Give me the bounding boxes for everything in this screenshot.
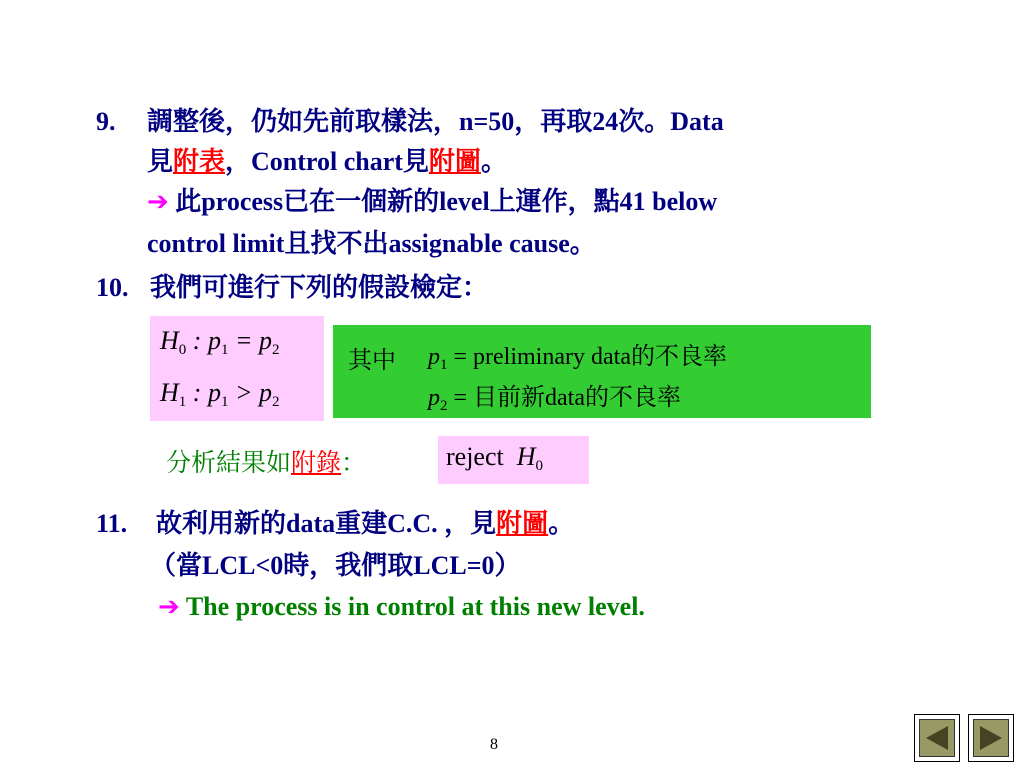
analysis-label: 分析結果如	[166, 450, 292, 477]
item-9-line-3	[147, 187, 717, 217]
new-chart-figure-link[interactable]: 附圖	[496, 509, 549, 538]
item-11-line-1-post: 。	[548, 509, 575, 538]
item-11-line-1	[156, 509, 574, 539]
appendix-table-link[interactable]: 附表	[173, 147, 226, 176]
alternative-hypothesis: $H_1$ : $p_1 > p_2$	[160, 378, 280, 410]
null-hypothesis: $H_0$ : $p_1 = p_2$	[160, 326, 280, 358]
next-slide-button[interactable]	[968, 714, 1014, 762]
analysis-colon: ：	[341, 450, 367, 477]
analysis-line	[166, 449, 366, 479]
appendix-link[interactable]: 附錄	[291, 450, 342, 477]
p2-definition: $p_2$ = 目前新data的不良率	[428, 385, 682, 414]
previous-button-face	[919, 719, 955, 757]
item-11-line-1-text: 故利用新的data重建C.C. ，見	[156, 509, 497, 538]
item-9-line-2-mid: ，Control chart見	[225, 147, 429, 176]
item-9-number: 9.	[96, 107, 116, 136]
item-11-number: 11.	[96, 509, 128, 538]
left-triangle-icon	[920, 720, 954, 756]
item-10-text: 我們可進行下列的假設檢定：	[150, 273, 489, 302]
next-button-face	[973, 719, 1009, 757]
right-arrow-icon: ➔	[147, 187, 169, 217]
item-9-line-2-pre: 見	[147, 147, 174, 176]
item-11-line-3	[158, 592, 645, 622]
item-9-line-2	[147, 147, 507, 177]
item-9-line-1: 調整後，仍如先前取樣法，n=50，再取24次。Data	[147, 107, 724, 136]
item-9-line-3-text: 此process已在一個新的level上運作，點41 below	[175, 187, 718, 216]
item-10-number: 10.	[96, 273, 129, 302]
item-9-line-2-post: 。	[480, 147, 507, 176]
right-triangle-icon	[974, 720, 1008, 756]
item-11-line-2: （當LCL<0時，我們取LCL=0）	[150, 551, 521, 580]
previous-slide-button[interactable]	[914, 714, 960, 762]
p1-definition: $p_1$ = preliminary data的不良率	[428, 344, 727, 373]
right-arrow-icon: ➔	[158, 592, 180, 622]
appendix-figure-link[interactable]: 附圖	[428, 147, 481, 176]
item-9-line-4: control limit且找不出assignable cause。	[147, 229, 596, 258]
definition-prefix: 其中	[348, 348, 396, 374]
reject-result: reject $H_0$	[446, 442, 544, 474]
conclusion-text: The process is in control at this new level.	[185, 592, 645, 621]
page-number: 8	[490, 736, 498, 753]
